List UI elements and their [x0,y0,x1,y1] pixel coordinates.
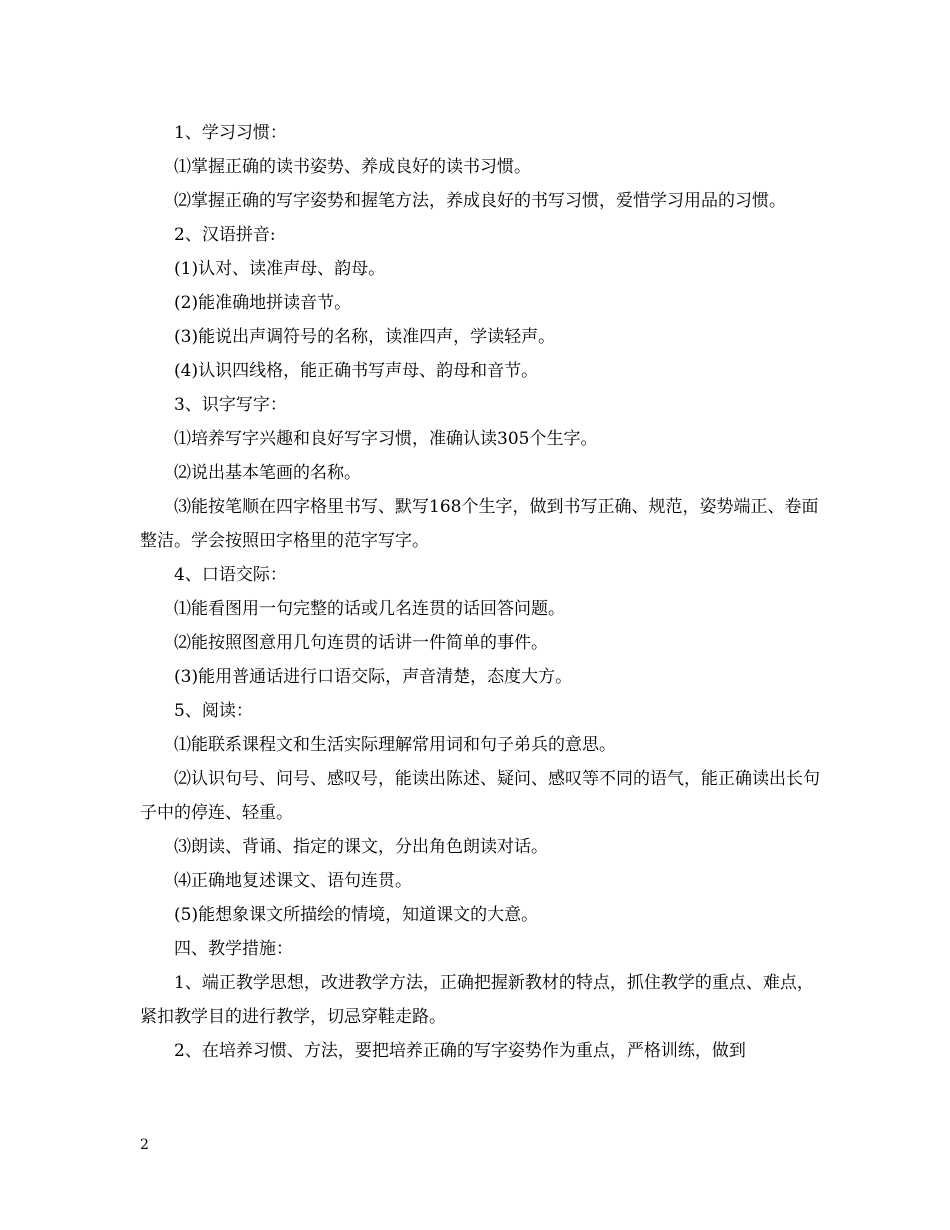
list-item: ⑶能按笔顺在四字格里书写、默写168个生字，做到书写正确、规范，姿势端正、卷面整洁。学会按照田字格里的范字写字。 [140,497,819,551]
heading-pinyin: 2、汉语拼音: [174,225,276,245]
list-item: ⑵掌握正确的写字姿势和握笔方法，养成良好的书写习惯，爱惜学习用品的习惯。 [174,191,786,211]
list-item: 1、端正教学思想，改进教学方法，正确把握新教材的特点，抓住教学的重点、难点，紧扣教学目的进行教学，切忌穿鞋走路。 [140,973,814,1027]
list-item: ⑴掌握正确的读书姿势、养成良好的读书习惯。 [174,157,531,177]
document-body [140,116,830,1068]
list-item: ⑵说出基本笔画的名称。 [174,463,361,483]
list-item: ⑶朗读、背诵、指定的课文，分出角色朗读对话。 [174,837,548,857]
heading-literacy-writing: 3、识字写字： [174,395,287,415]
list-item: (2)能准确地拼读音节。 [174,293,352,313]
list-item: ⑷正确地复述课文、语句连贯。 [174,871,412,891]
heading-oral-communication: 4、口语交际： [174,565,287,585]
list-item: ⑵认识句号、问号、感叹号，能读出陈述、疑问、感叹等不同的语气，能正确读出长句子中的停连、轻重。 [140,769,820,823]
page-number: 2 [140,1137,149,1153]
list-item: ⑴能看图用一句完整的话或几名连贯的话回答问题。 [174,599,565,619]
list-item: (1)认对、读准声母、韵母。 [174,259,386,279]
heading-teaching-measures: 四、教学措施： [174,939,293,959]
list-item: 2、在培养习惯、方法，要把培养正确的写字姿势作为重点，严格训练，做到 [174,1041,746,1061]
list-item: (4)认识四线格，能正确书写声母、韵母和音节。 [174,361,539,381]
list-item: ⑵能按照图意用几句连贯的话讲一件简单的事件。 [174,633,548,653]
heading-study-habits: 1、学习习惯： [174,123,287,143]
list-item: (3)能用普通话进行口语交际，声音清楚，态度大方。 [174,667,573,687]
list-item: (3)能说出声调符号的名称，读准四声，学读轻声。 [174,327,556,347]
list-item: (5)能想象课文所描绘的情境，知道课文的大意。 [174,905,539,925]
list-item: ⑴培养写字兴趣和良好写字习惯，准确认读305个生字。 [174,429,598,449]
list-item: ⑴能联系课程文和生活实际理解常用词和句子弟兵的意思。 [174,735,616,755]
heading-reading: 5、阅读： [174,701,253,721]
